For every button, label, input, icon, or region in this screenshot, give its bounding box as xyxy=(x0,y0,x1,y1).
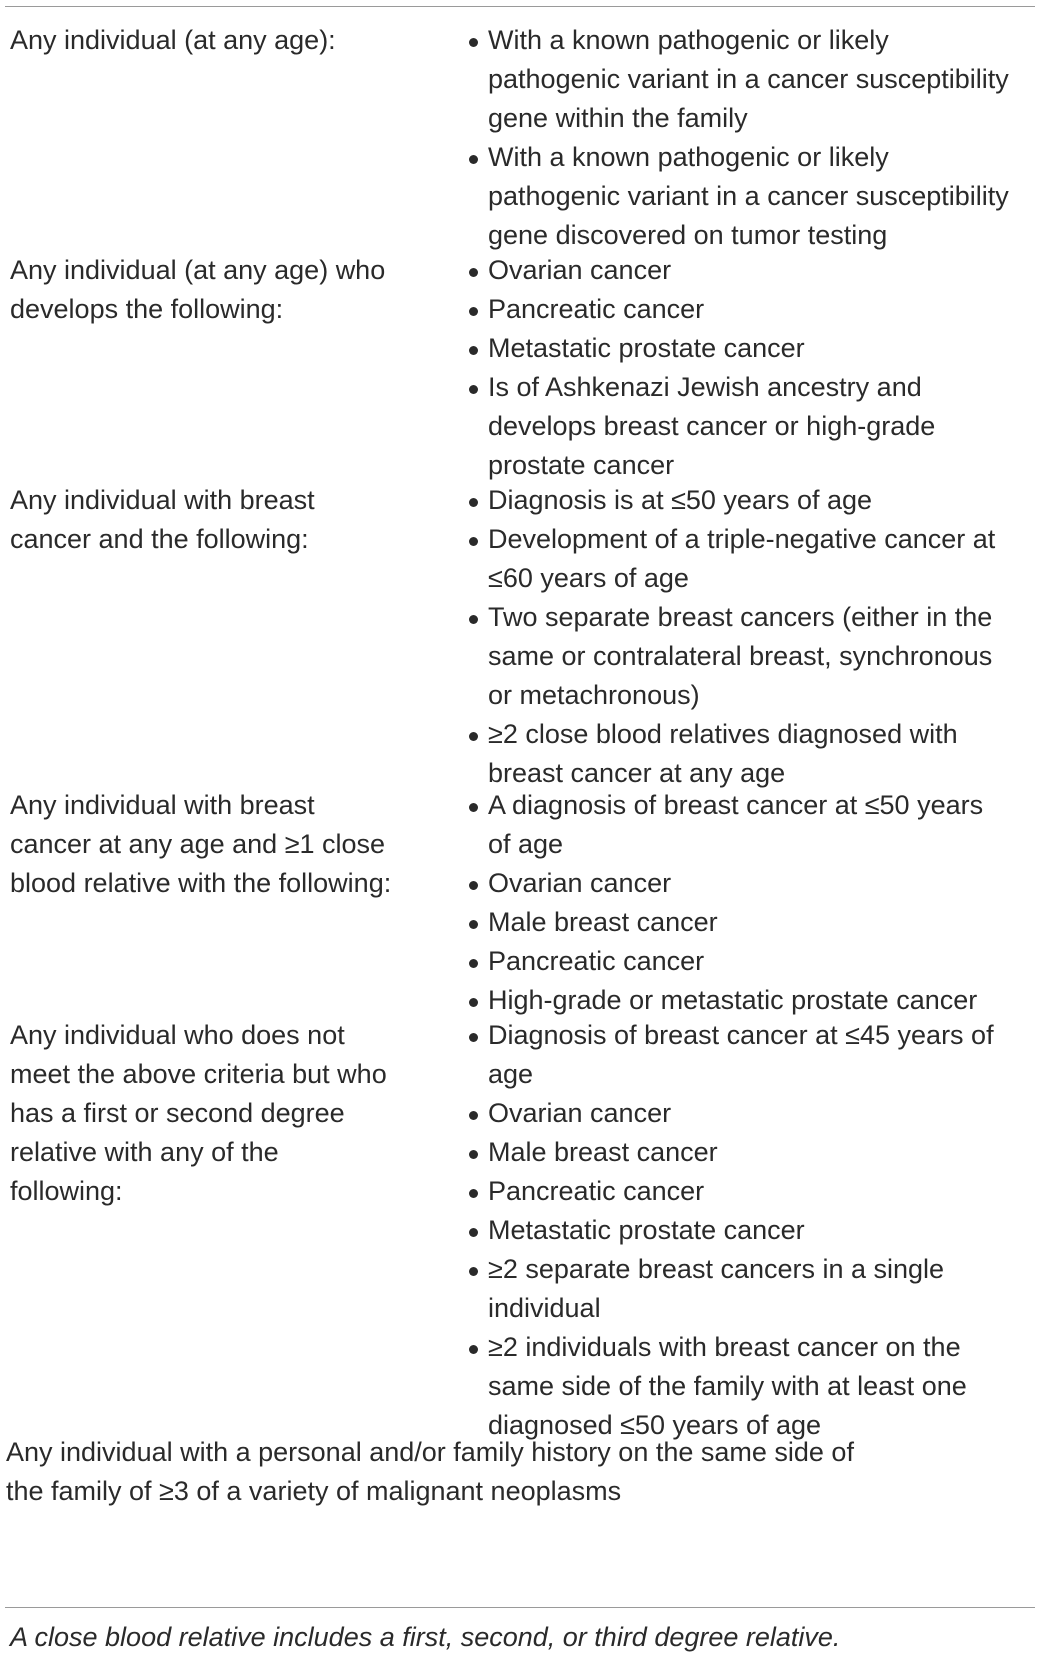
criterion-cell: Any individual with breast cancer at any age and ≥1 close blood relative with the following: xyxy=(10,790,392,898)
list-item xyxy=(468,1211,1038,1250)
bullet-icon xyxy=(469,959,478,968)
list-item xyxy=(468,329,1038,368)
list-item-text: Development of a triple-negative cancer at ≤60 years of age xyxy=(488,524,996,593)
bullet-icon xyxy=(469,385,478,394)
criterion-cell: Any individual (at any age): xyxy=(10,25,336,55)
list-item-text: Male breast cancer xyxy=(488,907,718,937)
bullet-icon xyxy=(469,998,478,1007)
list-item-text: Pancreatic cancer xyxy=(488,1176,705,1206)
list-item xyxy=(468,1133,1038,1172)
list-item xyxy=(468,1250,1038,1328)
criteria-list xyxy=(468,251,1038,485)
list-item xyxy=(468,520,1038,598)
list-item xyxy=(468,864,1038,903)
list-item-text: With a known pathogenic or likely pathogenic variant in a cancer susceptibility gene within the family xyxy=(488,25,1009,133)
list-item-text: ≥2 individuals with breast cancer on the same side of the family with at least one diagnosed ≤50 years of age xyxy=(488,1332,967,1440)
list-item xyxy=(468,21,1038,138)
list-item-text: Ovarian cancer xyxy=(488,868,672,898)
criterion-cell: Any individual who does not meet the above criteria but who has a first or second degree relative with any of the following: xyxy=(10,1020,387,1206)
list-item-text: With a known pathogenic or likely pathogenic variant in a cancer susceptibility gene discovered on tumor testing xyxy=(488,142,1009,250)
list-item xyxy=(468,903,1038,942)
list-item-text: Two separate breast cancers (either in the same or contralateral breast, synchronous or metachronous) xyxy=(488,602,993,710)
list-item-text: Ovarian cancer xyxy=(488,255,672,285)
list-item xyxy=(468,786,1038,864)
list-item-text: Diagnosis of breast cancer at ≤45 years of age xyxy=(488,1020,994,1089)
list-item xyxy=(468,1172,1038,1211)
list-item xyxy=(468,1328,1038,1445)
table-top-rule xyxy=(5,6,1035,7)
list-item-text: Metastatic prostate cancer xyxy=(488,333,805,363)
bullet-icon xyxy=(469,803,478,812)
criteria-list xyxy=(468,1016,1038,1445)
list-item-text: ≥2 close blood relatives diagnosed with breast cancer at any age xyxy=(488,719,958,788)
criterion-cell: Any individual with breast cancer and the following: xyxy=(10,485,315,554)
bullet-icon xyxy=(469,1111,478,1120)
list-item-text: Metastatic prostate cancer xyxy=(488,1215,805,1245)
criteria-list xyxy=(468,786,1038,1020)
table-footnote: A close blood relative includes a first, second, or third degree relative. xyxy=(10,1622,841,1652)
list-item-text: Diagnosis is at ≤50 years of age xyxy=(488,485,873,515)
bullet-icon xyxy=(469,615,478,624)
list-item-text: Is of Ashkenazi Jewish ancestry and develops breast cancer or high-grade prostate cancer xyxy=(488,372,936,480)
list-item xyxy=(468,942,1038,981)
list-item-text: A diagnosis of breast cancer at ≤50 years of age xyxy=(488,790,984,859)
list-item xyxy=(468,251,1038,290)
list-item xyxy=(468,368,1038,485)
bullet-icon xyxy=(469,268,478,277)
criteria-list xyxy=(468,481,1038,793)
list-item-text: Pancreatic cancer xyxy=(488,294,705,324)
full-width-criterion-row: Any individual with a personal and/or family history on the same side of the family of ≥3 of a variety of malignant neoplasms xyxy=(6,1437,854,1506)
list-item xyxy=(468,1094,1038,1133)
bullet-icon xyxy=(469,307,478,316)
list-item-text: Pancreatic cancer xyxy=(488,946,705,976)
bullet-icon xyxy=(469,498,478,507)
criteria-list xyxy=(468,21,1038,255)
list-item xyxy=(468,290,1038,329)
bullet-icon xyxy=(469,881,478,890)
list-item-text: High-grade or metastatic prostate cancer xyxy=(488,985,978,1015)
bullet-icon xyxy=(469,1267,478,1276)
list-item xyxy=(468,481,1038,520)
table-bottom-rule xyxy=(5,1607,1035,1608)
list-item xyxy=(468,715,1038,793)
bullet-icon xyxy=(469,920,478,929)
bullet-icon xyxy=(469,1345,478,1354)
bullet-icon xyxy=(469,155,478,164)
list-item xyxy=(468,598,1038,715)
bullet-icon xyxy=(469,1228,478,1237)
bullet-icon xyxy=(469,38,478,47)
list-item-text: ≥2 separate breast cancers in a single individual xyxy=(488,1254,945,1323)
list-item-text: Ovarian cancer xyxy=(488,1098,672,1128)
bullet-icon xyxy=(469,537,478,546)
list-item-text: Male breast cancer xyxy=(488,1137,718,1167)
bullet-icon xyxy=(469,1150,478,1159)
list-item xyxy=(468,1016,1038,1094)
list-item xyxy=(468,138,1038,255)
list-item xyxy=(468,981,1038,1020)
bullet-icon xyxy=(469,346,478,355)
bullet-icon xyxy=(469,732,478,741)
bullet-icon xyxy=(469,1189,478,1198)
criterion-cell: Any individual (at any age) who develops the following: xyxy=(10,255,386,324)
bullet-icon xyxy=(469,1033,478,1042)
